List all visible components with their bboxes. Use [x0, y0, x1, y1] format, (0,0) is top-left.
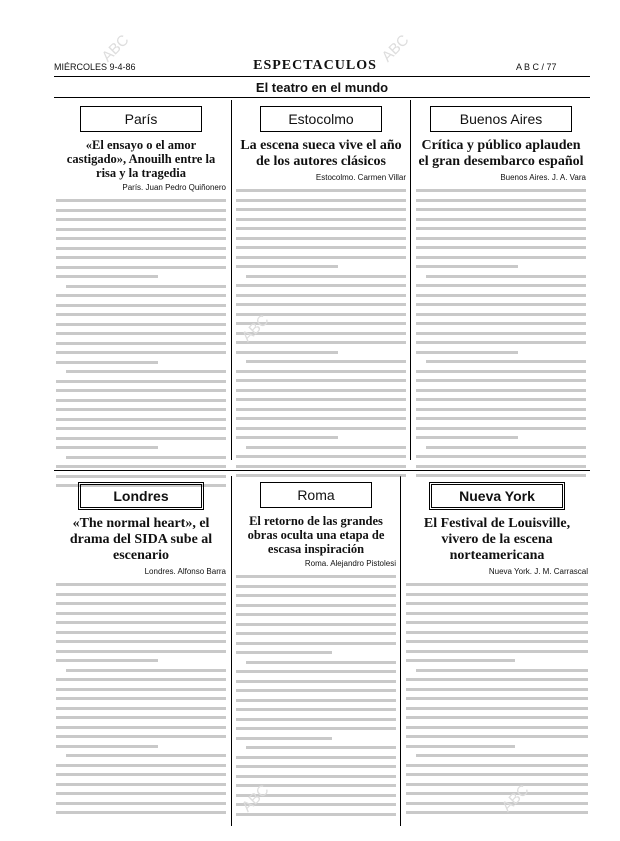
- text-line: [406, 788, 588, 798]
- text-line: [56, 233, 226, 243]
- article-headline: «The normal heart», el drama del SIDA sube al escenario: [69, 516, 213, 563]
- text-line: [416, 261, 586, 271]
- article-byline: Nueva York. J. M. Carrascal: [488, 567, 588, 576]
- text-line: [56, 598, 226, 608]
- text-line: [416, 385, 586, 395]
- text-line: [56, 665, 226, 675]
- text-line: [56, 722, 226, 732]
- text-line: [236, 375, 406, 385]
- text-line: [416, 309, 586, 319]
- article-body: [56, 195, 226, 490]
- text-line: [236, 214, 406, 224]
- banner: [54, 79, 590, 97]
- text-line: [236, 470, 406, 480]
- text-line: [56, 788, 226, 798]
- text-line: [416, 252, 586, 262]
- text-line: [416, 394, 586, 404]
- text-line: [406, 684, 588, 694]
- text-line: [56, 769, 226, 779]
- text-line: [236, 185, 406, 195]
- text-line: [56, 731, 226, 741]
- article-body: [406, 579, 588, 817]
- text-line: [56, 195, 226, 205]
- column-divider: [231, 100, 232, 460]
- text-line: [416, 356, 586, 366]
- text-line: [406, 655, 588, 665]
- watermark-logo: ABC: [238, 311, 273, 346]
- article-byline: Estocolmo. Carmen Villar: [315, 173, 406, 182]
- text-line: [236, 571, 396, 581]
- article-paris: [56, 106, 226, 490]
- article-londres: [56, 482, 226, 817]
- text-line: [416, 404, 586, 414]
- page-number: A B C / 77: [516, 62, 557, 72]
- text-line: [406, 665, 588, 675]
- text-line: [236, 280, 406, 290]
- text-line: [56, 684, 226, 694]
- watermark-logo: ABC: [498, 781, 533, 816]
- text-line: [236, 432, 406, 442]
- text-line: [416, 204, 586, 214]
- banner-title: El teatro en el mundo: [255, 80, 389, 95]
- text-line: [236, 461, 406, 471]
- text-line: [416, 423, 586, 433]
- article-byline: París. Juan Pedro Quiñonero: [122, 183, 226, 192]
- text-line: [406, 617, 588, 627]
- article-body: [56, 579, 226, 817]
- text-line: [236, 423, 406, 433]
- text-line: [56, 347, 226, 357]
- watermark-logo: ABC: [378, 31, 413, 66]
- text-line: [236, 723, 396, 733]
- text-line: [236, 242, 406, 252]
- text-line: [56, 750, 226, 760]
- text-line: [406, 589, 588, 599]
- text-line: [56, 712, 226, 722]
- text-line: [56, 617, 226, 627]
- issue-date: MIÉRCOLES 9-4-86: [54, 62, 136, 72]
- text-line: [236, 413, 406, 423]
- text-line: [56, 798, 226, 808]
- text-line: [56, 608, 226, 618]
- text-line: [406, 703, 588, 713]
- text-line: [416, 214, 586, 224]
- text-line: [56, 385, 226, 395]
- column-divider: [410, 100, 411, 460]
- section-title: ESPECTACULOS: [253, 58, 377, 73]
- text-line: [406, 579, 588, 589]
- text-line: [236, 385, 406, 395]
- text-line: [56, 252, 226, 262]
- text-line: [236, 404, 406, 414]
- text-line: [236, 628, 396, 638]
- text-line: [416, 271, 586, 281]
- text-line: [406, 798, 588, 808]
- text-line: [236, 666, 396, 676]
- text-line: [236, 195, 406, 205]
- text-line: [406, 693, 588, 703]
- text-line: [406, 598, 588, 608]
- text-line: [406, 722, 588, 732]
- text-line: [56, 281, 226, 291]
- text-line: [56, 579, 226, 589]
- text-line: [406, 636, 588, 646]
- text-line: [406, 807, 588, 817]
- text-line: [56, 442, 226, 452]
- text-line: [56, 214, 226, 224]
- text-line: [236, 394, 406, 404]
- article-estocolmo: [236, 106, 406, 480]
- text-line: [416, 290, 586, 300]
- text-line: [406, 646, 588, 656]
- text-line: [236, 451, 406, 461]
- text-line: [406, 779, 588, 789]
- text-line: [236, 704, 396, 714]
- text-line: [236, 204, 406, 214]
- text-line: [56, 423, 226, 433]
- text-line: [236, 261, 406, 271]
- text-line: [416, 242, 586, 252]
- text-line: [56, 205, 226, 215]
- text-line: [416, 470, 586, 480]
- text-line: [416, 432, 586, 442]
- text-line: [56, 433, 226, 443]
- banner-rule: [54, 97, 590, 98]
- text-line: [236, 271, 406, 281]
- text-line: [236, 442, 406, 452]
- text-line: [56, 224, 226, 234]
- text-line: [56, 366, 226, 376]
- city-box: París: [80, 106, 202, 132]
- text-line: [236, 733, 396, 743]
- text-line: [416, 442, 586, 452]
- text-line: [416, 413, 586, 423]
- text-line: [236, 695, 396, 705]
- text-line: [56, 300, 226, 310]
- text-line: [416, 328, 586, 338]
- text-line: [406, 769, 588, 779]
- text-line: [56, 807, 226, 817]
- text-line: [406, 750, 588, 760]
- text-line: [56, 452, 226, 462]
- article-byline: Buenos Aires. J. A. Vara: [500, 173, 586, 182]
- text-line: [236, 638, 396, 648]
- text-line: [56, 646, 226, 656]
- article-byline: Londres. Alfonso Barra: [144, 567, 226, 576]
- text-line: [236, 657, 396, 667]
- text-line: [416, 461, 586, 471]
- text-line: [416, 366, 586, 376]
- text-line: [56, 589, 226, 599]
- watermark-logo: ABC: [98, 31, 133, 66]
- text-line: [416, 347, 586, 357]
- text-line: [236, 223, 406, 233]
- text-line: [416, 233, 586, 243]
- text-line: [236, 299, 406, 309]
- text-line: [236, 714, 396, 724]
- text-line: [56, 376, 226, 386]
- text-line: [236, 761, 396, 771]
- city-box: Buenos Aires: [430, 106, 572, 132]
- text-line: [406, 627, 588, 637]
- text-line: [236, 685, 396, 695]
- text-line: [56, 309, 226, 319]
- text-line: [236, 290, 406, 300]
- text-line: [56, 760, 226, 770]
- text-line: [236, 676, 396, 686]
- text-line: [416, 375, 586, 385]
- text-line: [56, 243, 226, 253]
- article-headline: La escena sueca vive el año de los autores clásicos: [240, 138, 402, 169]
- text-line: [56, 693, 226, 703]
- text-line: [56, 338, 226, 348]
- text-line: [56, 461, 226, 471]
- text-line: [416, 195, 586, 205]
- text-line: [406, 760, 588, 770]
- article-headline: «El ensayo o el amor castigado», Anouilh entre la risa y la tragedia: [66, 138, 216, 180]
- text-line: [416, 299, 586, 309]
- text-line: [56, 262, 226, 272]
- text-line: [56, 741, 226, 751]
- text-line: [416, 318, 586, 328]
- text-line: [236, 356, 406, 366]
- text-line: [56, 271, 226, 281]
- text-line: [416, 185, 586, 195]
- text-line: [236, 609, 396, 619]
- city-box: Roma: [260, 482, 372, 508]
- text-line: [416, 451, 586, 461]
- text-line: [236, 619, 396, 629]
- text-line: [56, 703, 226, 713]
- text-line: [406, 731, 588, 741]
- article-headline: El Festival de Louisville, vivero de la escena norteamericana: [423, 516, 571, 563]
- text-line: [236, 809, 396, 819]
- text-line: [236, 771, 396, 781]
- text-line: [56, 655, 226, 665]
- article-headline: El retorno de las grandes obras oculta una etapa de escasa inspiración: [247, 514, 385, 556]
- text-line: [56, 414, 226, 424]
- text-line: [236, 252, 406, 262]
- text-line: [416, 337, 586, 347]
- article-roma: [236, 482, 396, 818]
- city-box: Londres: [78, 482, 204, 510]
- text-line: [56, 357, 226, 367]
- article-buenos-aires: [416, 106, 586, 480]
- text-line: [406, 674, 588, 684]
- text-line: [236, 647, 396, 657]
- article-headline: Crítica y público aplauden el gran desembarco español: [418, 138, 584, 169]
- text-line: [236, 233, 406, 243]
- text-line: [236, 347, 406, 357]
- text-line: [56, 328, 226, 338]
- text-line: [236, 742, 396, 752]
- header-rule: [54, 76, 590, 77]
- text-line: [56, 319, 226, 329]
- article-nueva-york: [406, 482, 588, 817]
- text-line: [56, 404, 226, 414]
- text-line: [416, 280, 586, 290]
- text-line: [56, 674, 226, 684]
- text-line: [236, 590, 396, 600]
- watermark-logo: ABC: [238, 781, 273, 816]
- city-box: Estocolmo: [260, 106, 382, 132]
- text-line: [406, 741, 588, 751]
- text-line: [56, 395, 226, 405]
- text-line: [56, 779, 226, 789]
- text-line: [236, 581, 396, 591]
- text-line: [236, 752, 396, 762]
- text-line: [406, 712, 588, 722]
- article-body: [416, 185, 586, 480]
- text-line: [406, 608, 588, 618]
- text-line: [236, 600, 396, 610]
- column-divider: [400, 476, 401, 826]
- text-line: [56, 627, 226, 637]
- text-line: [236, 366, 406, 376]
- text-line: [416, 223, 586, 233]
- city-box: Nueva York: [429, 482, 565, 510]
- text-line: [56, 636, 226, 646]
- text-line: [236, 337, 406, 347]
- text-line: [56, 471, 226, 481]
- article-byline: Roma. Alejandro Pistolesi: [304, 559, 396, 568]
- text-line: [56, 290, 226, 300]
- column-divider: [231, 476, 232, 826]
